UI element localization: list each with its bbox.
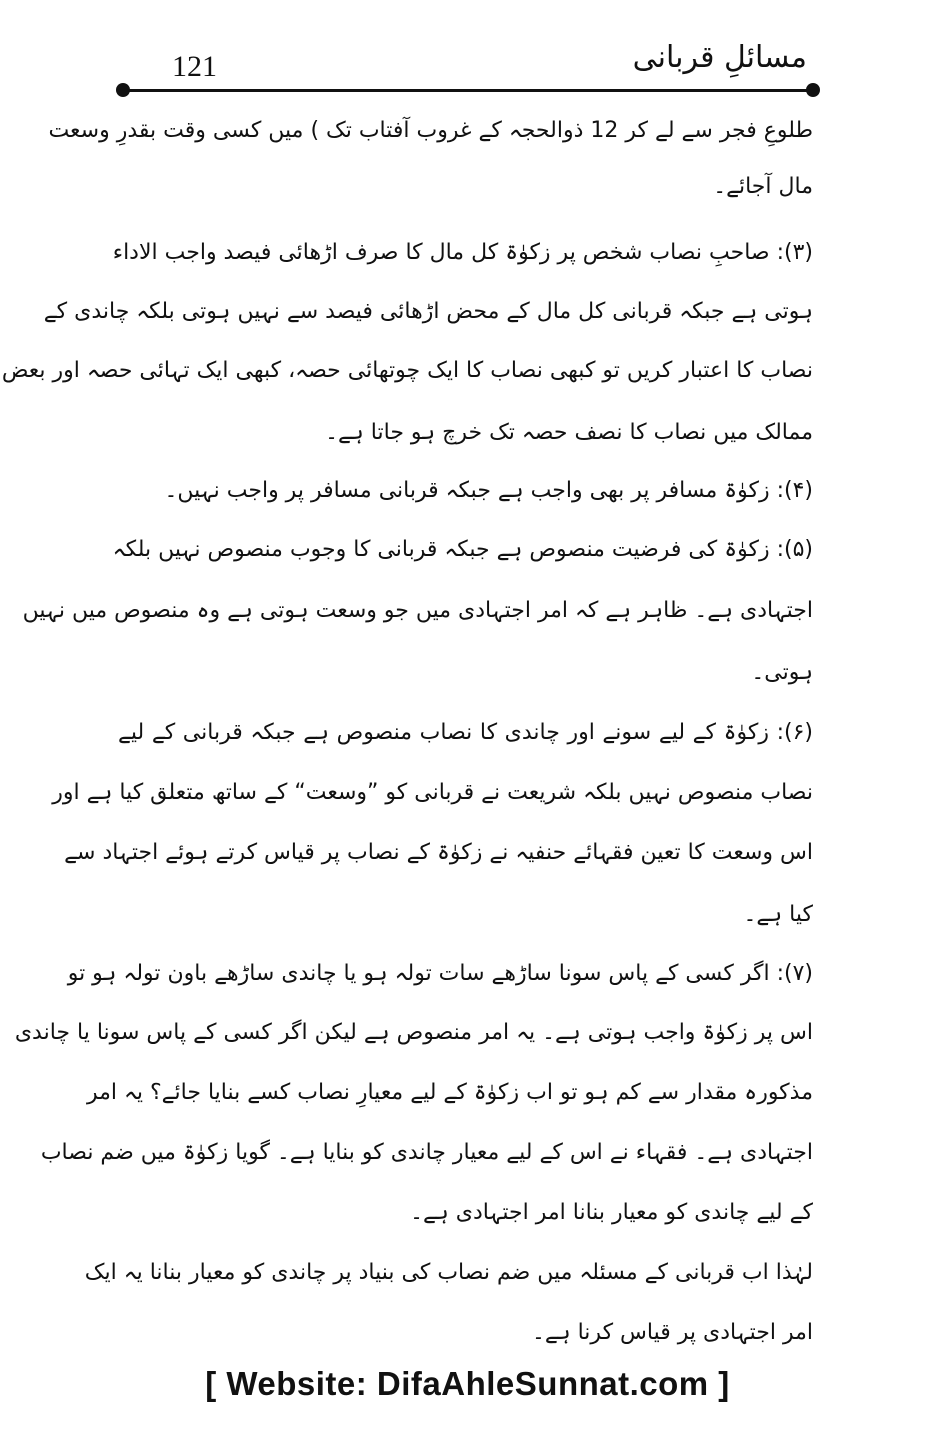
text-line: نصاب منصوص نہیں بلکہ شریعت نے قربانی کو ”وسعت“ کے ساتھ متعلق کیا ہے اور — [52, 780, 813, 805]
text-line: کے لیے چاندی کو معیار بنانا امر اجتہادی ہے۔ — [410, 1200, 813, 1225]
text-line: (۳): صاحبِ نصاب شخص پر زکوٰۃ کل مال کا صرف اڑھائی فیصد واجب الاداء — [112, 240, 813, 265]
text-line: (۴): زکوٰۃ مسافر پر بھی واجب ہے جبکہ قربانی مسافر پر واجب نہیں۔ — [164, 478, 813, 503]
text-line: طلوعِ فجر سے لے کر 12 ذوالحجہ کے غروب آفتاب تک ) میں کسی وقت بقدرِ وسعت — [48, 118, 813, 143]
text-line: مال آجائے۔ — [713, 174, 813, 199]
text-line: ہوتی ہے جبکہ قربانی کل مال کے محض اڑھائی فیصد سے نہیں ہوتی بلکہ چاندی کے — [43, 299, 813, 324]
text-line: اس پر زکوٰۃ واجب ہوتی ہے۔ یہ امر منصوص ہے لیکن اگر کسی کے پاس سونا یا چاندی — [14, 1020, 813, 1045]
text-line: ہوتی۔ — [751, 660, 813, 685]
text-line: (۵): زکوٰۃ کی فرضیت منصوص ہے جبکہ قربانی کا وجوب منصوص نہیں بلکہ — [112, 537, 813, 562]
header-rule — [122, 89, 812, 92]
page-number: 121 — [172, 50, 217, 83]
running-header-title: مسائلِ قربانی — [632, 40, 807, 75]
text-line: نصاب کا اعتبار کریں تو کبھی نصاب کا ایک چوتھائی حصہ، کبھی ایک تہائی حصہ اور بعض — [1, 358, 813, 383]
website-footer: [ Website: DifaAhleSunnat.com ] — [205, 1365, 730, 1402]
text-line: اجتہادی ہے۔ ظاہر ہے کہ امر اجتہادی میں جو وسعت ہوتی ہے وہ منصوص میں نہیں — [22, 598, 813, 623]
text-line: مذکورہ مقدار سے کم ہو تو اب زکوٰۃ کے لیے معیارِ نصاب کسے بنایا جائے؟ یہ امر — [86, 1080, 813, 1105]
text-line: امر اجتہادی پر قیاس کرنا ہے۔ — [531, 1320, 813, 1345]
text-line: اجتہادی ہے۔ فقہاء نے اس کے لیے معیار چاندی کو بنایا ہے۔ گویا زکوٰۃ میں ضم نصاب — [40, 1140, 813, 1165]
text-line: لہٰذا اب قربانی کے مسئلہ میں ضم نصاب کی بنیاد پر چاندی کو معیار بنانا یہ ایک — [84, 1260, 813, 1285]
header-rule-dot-left — [116, 83, 130, 97]
text-line: (۷): اگر کسی کے پاس سونا ساڑھے سات تولہ ہو یا چاندی ساڑھے باون تولہ ہو تو — [67, 961, 813, 986]
text-line: ممالک میں نصاب کا نصف حصہ تک خرچ ہو جاتا ہے۔ — [325, 420, 813, 445]
header-rule-dot-right — [806, 83, 820, 97]
text-line: اس وسعت کا تعین فقہائے حنفیہ نے زکوٰۃ کے نصاب پر قیاس کرتے ہوئے اجتہاد سے — [64, 840, 813, 865]
text-line: (۶): زکوٰۃ کے لیے سونے اور چاندی کا نصاب منصوص ہے جبکہ قربانی کے لیے — [118, 720, 813, 745]
text-line: کیا ہے۔ — [743, 902, 813, 927]
